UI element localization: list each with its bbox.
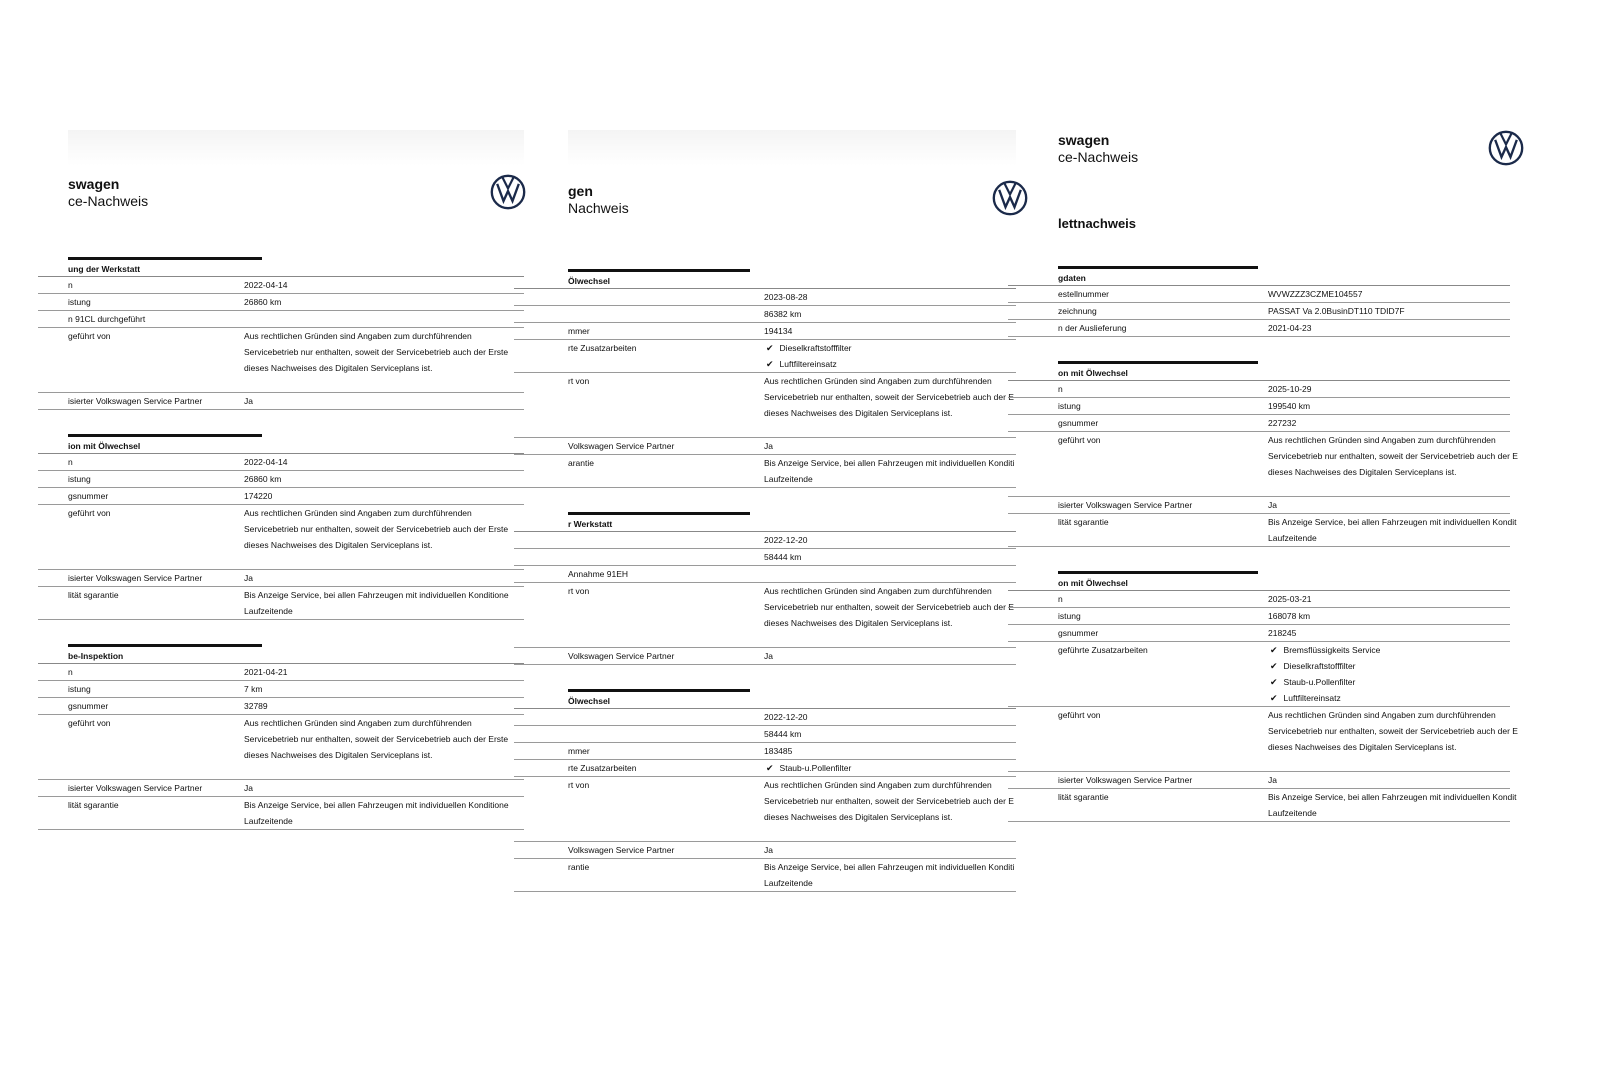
row-value: [1268, 286, 1510, 302]
vw-logo-icon: [992, 180, 1028, 216]
row-value: [1268, 514, 1517, 546]
sections: [1008, 266, 1518, 822]
row-label: geführt von: [68, 331, 111, 341]
table-row: [1008, 432, 1518, 497]
row-value: [764, 340, 1016, 372]
page-header: [1058, 132, 1138, 166]
table-row: [514, 549, 1016, 566]
section-title: r Werkstatt: [568, 519, 613, 529]
section-title: on mit Ölwechsel: [1058, 578, 1128, 588]
table-row: [514, 726, 1016, 743]
checked-work-item: ✔ Staub-u.Pollenfilter: [1268, 674, 1510, 690]
row-label: isierter Volkswagen Service Partner: [68, 783, 203, 793]
row-label: isierter Volkswagen Service Partner: [68, 396, 203, 406]
value-line: dieses Nachweises des Digitalen Serviceplans ist.: [1268, 742, 1457, 752]
brand-name: gen: [568, 183, 593, 199]
row-label: Volkswagen Service Partner: [568, 651, 675, 661]
document-subtitle: ce-Nachweis: [68, 193, 149, 209]
row-label: isierter Volkswagen Service Partner: [1058, 500, 1193, 510]
section-rows: [1008, 285, 1510, 337]
value-line: Aus rechtlichen Gründen sind Angaben zum durchführenden: [244, 718, 472, 728]
section-rows: [1008, 590, 1518, 822]
table-row: [1008, 625, 1510, 642]
row-label: estellnummer: [1058, 289, 1110, 299]
value-line: Servicebetrieb nur enthalten, soweit der Servicebetrieb auch der E: [1268, 726, 1518, 736]
table-row: [514, 455, 1016, 488]
table-row: [1008, 608, 1510, 625]
value-line: Aus rechtlichen Gründen sind Angaben zum durchführenden: [764, 586, 992, 596]
vw-logo-icon: [490, 174, 526, 210]
value-line: Bis Anzeige Service, bei allen Fahrzeugen mit individuellen Kondit: [1268, 792, 1517, 802]
row-value: [764, 289, 1016, 305]
service-section: [514, 512, 1016, 665]
row-value: [764, 532, 1016, 548]
row-label: rantie: [568, 862, 590, 872]
value-line: 32789: [244, 701, 268, 711]
row-label: istung: [68, 297, 91, 307]
service-section: [1008, 571, 1518, 822]
table-row: [1008, 415, 1510, 432]
row-value: [1268, 625, 1510, 641]
row-value: [244, 454, 524, 470]
table-row: [38, 393, 524, 410]
row-value: [764, 648, 1016, 664]
table-row: [1008, 591, 1510, 608]
value-line: 86382 km: [764, 309, 802, 319]
row-label: Volkswagen Service Partner: [568, 441, 675, 451]
value-line: Aus rechtlichen Gründen sind Angaben zum durchführenden: [1268, 435, 1496, 445]
value-line: 26860 km: [244, 474, 282, 484]
section-rows: [38, 663, 524, 830]
row-value: [1268, 772, 1510, 788]
row-value: [1268, 497, 1510, 513]
table-row: [514, 760, 1016, 777]
row-label: geführt von: [1058, 710, 1101, 720]
table-row: [38, 681, 524, 698]
row-label: Volkswagen Service Partner: [568, 845, 675, 855]
value-line: Ja: [764, 441, 773, 451]
value-line: Aus rechtlichen Gründen sind Angaben zum durchführenden: [1268, 710, 1496, 720]
row-value: [764, 373, 1016, 437]
row-label: lität sgarantie: [1058, 517, 1109, 527]
table-row: [38, 311, 524, 328]
value-line: Aus rechtlichen Gründen sind Angaben zum durchführenden: [764, 780, 992, 790]
row-label: rte Zusatzarbeiten: [568, 343, 637, 353]
document-subtitle: ce-Nachweis: [1058, 149, 1139, 165]
table-row: [514, 323, 1016, 340]
table-row: [514, 743, 1016, 760]
table-row: [514, 306, 1016, 323]
value-line: dieses Nachweises des Digitalen Serviceplans ist.: [764, 618, 953, 628]
value-line: 183485: [764, 746, 793, 756]
table-row: [1008, 381, 1510, 398]
service-section: [1008, 266, 1510, 337]
row-label: n: [1058, 384, 1063, 394]
row-label: n 91CL durchgeführt: [68, 314, 146, 324]
value-line: 7 km: [244, 684, 263, 694]
row-value: [1268, 398, 1510, 414]
row-label: mmer: [568, 326, 590, 336]
value-line: Laufzeitende: [764, 878, 813, 888]
table-row: [1008, 320, 1510, 337]
checked-work-item: ✔ Dieselkraftstofffilter: [764, 340, 1016, 356]
table-row: [514, 709, 1016, 726]
value-line: dieses Nachweises des Digitalen Serviceplans ist.: [244, 540, 433, 550]
value-line: dieses Nachweises des Digitalen Serviceplans ist.: [764, 812, 953, 822]
row-value: [244, 294, 524, 310]
table-row: [514, 532, 1016, 549]
row-label: zeichnung: [1058, 306, 1097, 316]
row-label: n: [68, 667, 73, 677]
table-row: [514, 438, 1016, 455]
page-header: [68, 176, 148, 210]
row-label: lität sgarantie: [68, 800, 119, 810]
value-line: Ja: [764, 845, 773, 855]
row-value: [764, 306, 1016, 322]
brand-name: swagen: [1058, 132, 1110, 148]
service-record-page-3: [1058, 128, 1518, 828]
row-label: rt von: [568, 780, 590, 790]
row-value: [764, 777, 1016, 841]
value-line: 218245: [1268, 628, 1297, 638]
table-row: [38, 797, 524, 830]
row-label: isierter Volkswagen Service Partner: [1058, 775, 1193, 785]
table-row: [38, 780, 524, 797]
section-title: Ölwechsel: [568, 696, 611, 706]
value-line: Ja: [244, 396, 253, 406]
row-value: [318, 311, 524, 327]
value-line: Servicebetrieb nur enthalten, soweit der Servicebetrieb auch der Erste: [244, 734, 509, 744]
value-line: Ja: [764, 651, 773, 661]
table-row: [1008, 642, 1510, 707]
table-row: [38, 294, 524, 311]
row-value: [764, 842, 1016, 858]
row-label: geführt von: [68, 508, 111, 518]
value-line: dieses Nachweises des Digitalen Serviceplans ist.: [764, 408, 953, 418]
row-label: [514, 289, 764, 305]
value-line: Servicebetrieb nur enthalten, soweit der Servicebetrieb auch der E: [764, 796, 1014, 806]
row-value: [1268, 432, 1518, 496]
checked-work-item: ✔ Luftfiltereinsatz: [764, 356, 1016, 372]
value-line: 227232: [1268, 418, 1297, 428]
table-row: [38, 698, 524, 715]
value-line: Bis Anzeige Service, bei allen Fahrzeugen mit individuellen Konditi: [764, 458, 1015, 468]
value-line: Servicebetrieb nur enthalten, soweit der Servicebetrieb auch der Erste: [244, 524, 509, 534]
value-line: 58444 km: [764, 552, 802, 562]
row-label: geführte Zusatzarbeiten: [1058, 645, 1148, 655]
row-value: [244, 393, 524, 409]
row-value: [244, 570, 524, 586]
sections: [38, 257, 524, 830]
value-line: 2022-04-14: [244, 280, 288, 290]
section-rows: [38, 453, 524, 620]
table-row: [38, 587, 524, 620]
section-title: Ölwechsel: [568, 276, 611, 286]
row-label: Annahme 91EH: [568, 569, 629, 579]
value-line: 174220: [244, 491, 273, 501]
service-record-page-2: [568, 130, 1016, 930]
row-label: isierter Volkswagen Service Partner: [68, 573, 203, 583]
value-line: WVWZZZ3CZME104557: [1268, 289, 1363, 299]
value-line: Laufzeitende: [244, 606, 293, 616]
value-line: dieses Nachweises des Digitalen Serviceplans ist.: [244, 750, 433, 760]
value-line: Laufzeitende: [764, 474, 813, 484]
value-line: 2023-08-28: [764, 292, 808, 302]
value-line: Bis Anzeige Service, bei allen Fahrzeugen mit individuellen Konditi: [764, 862, 1015, 872]
row-value: [244, 277, 524, 293]
table-row: [38, 505, 524, 570]
row-label: rt von: [568, 376, 590, 386]
value-line: 2025-03-21: [1268, 594, 1312, 604]
table-row: [514, 777, 1016, 842]
value-line: 58444 km: [764, 729, 802, 739]
section-title: on mit Ölwechsel: [1058, 368, 1128, 378]
brand-name: swagen: [68, 176, 120, 192]
row-value: [1268, 642, 1510, 706]
section-title: be-Inspektion: [68, 651, 124, 661]
table-row: [514, 289, 1016, 306]
table-row: [1008, 789, 1517, 822]
scan-shading: [68, 130, 524, 166]
row-value: [244, 698, 524, 714]
row-label: istung: [1058, 401, 1081, 411]
vw-logo-icon: [1488, 130, 1524, 166]
value-line: Laufzeitende: [1268, 533, 1317, 543]
row-value: [244, 488, 524, 504]
row-value: [764, 549, 1016, 565]
value-line: Laufzeitende: [244, 816, 293, 826]
service-section: [38, 257, 524, 410]
value-line: 2022-12-20: [764, 712, 808, 722]
value-line: 199540 km: [1268, 401, 1311, 411]
row-label: [514, 306, 764, 322]
table-row: [38, 488, 524, 505]
row-label: geführt von: [1058, 435, 1101, 445]
value-line: 2022-04-14: [244, 457, 288, 467]
value-line: Ja: [1268, 500, 1277, 510]
table-row: [514, 373, 1016, 438]
row-value: [764, 455, 1016, 487]
row-label: n: [68, 457, 73, 467]
row-value: [244, 797, 524, 829]
row-value: [1268, 789, 1517, 821]
row-value: [244, 715, 524, 779]
row-value: [764, 438, 1016, 454]
row-value: [1268, 320, 1510, 336]
row-label: [514, 709, 764, 725]
row-label: n: [1058, 594, 1063, 604]
row-label: gsnummer: [68, 491, 109, 501]
row-label: gsnummer: [1058, 418, 1099, 428]
table-row: [1008, 286, 1510, 303]
row-value: [1268, 415, 1510, 431]
table-row: [1008, 398, 1510, 415]
value-line: 2025-10-29: [1268, 384, 1312, 394]
section-title: ion mit Ölwechsel: [68, 441, 141, 451]
table-row: [514, 648, 1016, 665]
row-label: lität sgarantie: [68, 590, 119, 600]
row-label: n: [68, 280, 73, 290]
row-value: [244, 328, 524, 392]
row-value: [764, 760, 1016, 776]
row-value: [1268, 381, 1510, 397]
section-title: gdaten: [1058, 273, 1086, 283]
scan-shading: [568, 130, 1016, 166]
checked-work-item: ✔ Luftfiltereinsatz: [1268, 690, 1510, 706]
table-row: [38, 471, 524, 488]
table-row: [38, 277, 524, 294]
value-line: Ja: [244, 783, 253, 793]
value-line: Servicebetrieb nur enthalten, soweit der Servicebetrieb auch der E: [764, 392, 1014, 402]
value-line: Servicebetrieb nur enthalten, soweit der Servicebetrieb auch der E: [1268, 451, 1518, 461]
row-label: gsnummer: [68, 701, 109, 711]
section-rows: [514, 288, 1016, 488]
section-rows: [514, 708, 1016, 892]
value-line: Bis Anzeige Service, bei allen Fahrzeugen mit individuellen Konditione: [244, 800, 509, 810]
row-value: [764, 583, 1016, 647]
table-row: [38, 570, 524, 587]
checked-work-item: ✔ Dieselkraftstofffilter: [1268, 658, 1510, 674]
value-line: 168078 km: [1268, 611, 1311, 621]
row-value: [244, 471, 524, 487]
row-label: [514, 532, 764, 548]
row-value: [244, 587, 524, 619]
table-row: [38, 715, 524, 780]
table-row: [38, 328, 524, 393]
value-line: Servicebetrieb nur enthalten, soweit der Servicebetrieb auch der Erste: [244, 347, 509, 357]
sections: [514, 269, 1016, 892]
table-row: [1008, 303, 1510, 320]
row-value: [244, 780, 524, 796]
value-line: 2021-04-21: [244, 667, 288, 677]
row-label: n der Auslieferung: [1058, 323, 1127, 333]
table-row: [1008, 707, 1518, 772]
row-label: rte Zusatzarbeiten: [568, 763, 637, 773]
service-section: [1008, 361, 1518, 547]
value-line: PASSAT Va 2.0BusinDT110 TDID7F: [1268, 306, 1405, 316]
table-row: [38, 664, 524, 681]
value-line: 194134: [764, 326, 793, 336]
row-value: [1268, 608, 1510, 624]
service-section: [38, 434, 524, 620]
row-value: [764, 709, 1016, 725]
table-row: [38, 454, 524, 471]
row-label: gsnummer: [1058, 628, 1099, 638]
row-value: [1268, 707, 1518, 771]
row-value: [244, 664, 524, 680]
value-line: Servicebetrieb nur enthalten, soweit der Servicebetrieb auch der E: [764, 602, 1014, 612]
section-rows: [514, 531, 1016, 665]
value-line: Aus rechtlichen Gründen sind Angaben zum durchführenden: [244, 508, 472, 518]
table-row: [514, 340, 1016, 373]
row-label: mmer: [568, 746, 590, 756]
row-label: lität sgarantie: [1058, 792, 1109, 802]
value-line: 2022-12-20: [764, 535, 808, 545]
value-line: Laufzeitende: [1268, 808, 1317, 818]
row-label: arantie: [568, 458, 594, 468]
table-row: [514, 583, 1016, 648]
row-label: [514, 726, 764, 742]
value-line: Aus rechtlichen Gründen sind Angaben zum durchführenden: [764, 376, 992, 386]
row-value: [244, 681, 524, 697]
row-value: [764, 743, 1016, 759]
service-section: [514, 269, 1016, 488]
table-row: [514, 566, 1016, 583]
value-line: Aus rechtlichen Gründen sind Angaben zum durchführenden: [244, 331, 472, 341]
document-title: lettnachweis: [1058, 216, 1137, 231]
table-row: [1008, 772, 1510, 789]
value-line: Bis Anzeige Service, bei allen Fahrzeugen mit individuellen Kondit: [1268, 517, 1517, 527]
row-label: geführt von: [68, 718, 111, 728]
service-record-page-1: [68, 130, 524, 826]
checked-work-item: ✔ Staub-u.Pollenfilter: [764, 760, 1016, 776]
row-value: [244, 505, 524, 569]
row-value: [764, 726, 1016, 742]
section-title: ung der Werkstatt: [68, 264, 141, 274]
row-value: [764, 566, 1016, 582]
table-row: [1008, 497, 1510, 514]
value-line: dieses Nachweises des Digitalen Serviceplans ist.: [1268, 467, 1457, 477]
section-rows: [1008, 380, 1518, 547]
row-value: [1268, 303, 1510, 319]
row-label: istung: [1058, 611, 1081, 621]
row-value: [764, 323, 1016, 339]
row-value: [1268, 591, 1510, 607]
document-subtitle: Nachweis: [568, 200, 629, 216]
value-line: Bis Anzeige Service, bei allen Fahrzeugen mit individuellen Konditione: [244, 590, 509, 600]
service-section: [38, 644, 524, 830]
row-label: istung: [68, 684, 91, 694]
value-line: 2021-04-23: [1268, 323, 1312, 333]
checked-work-item: ✔ Bremsflüssigkeits Service: [1268, 642, 1510, 658]
page-header: [568, 183, 629, 217]
row-label: rt von: [568, 586, 590, 596]
row-label: istung: [68, 474, 91, 484]
value-line: Ja: [244, 573, 253, 583]
value-line: Ja: [1268, 775, 1277, 785]
service-section: [514, 689, 1016, 892]
table-row: [1008, 514, 1517, 547]
value-line: 26860 km: [244, 297, 282, 307]
row-value: [764, 859, 1016, 891]
section-rows: [38, 276, 524, 410]
row-label: [514, 549, 764, 565]
table-row: [514, 859, 1016, 892]
table-row: [514, 842, 1016, 859]
value-line: dieses Nachweises des Digitalen Serviceplans ist.: [244, 363, 433, 373]
